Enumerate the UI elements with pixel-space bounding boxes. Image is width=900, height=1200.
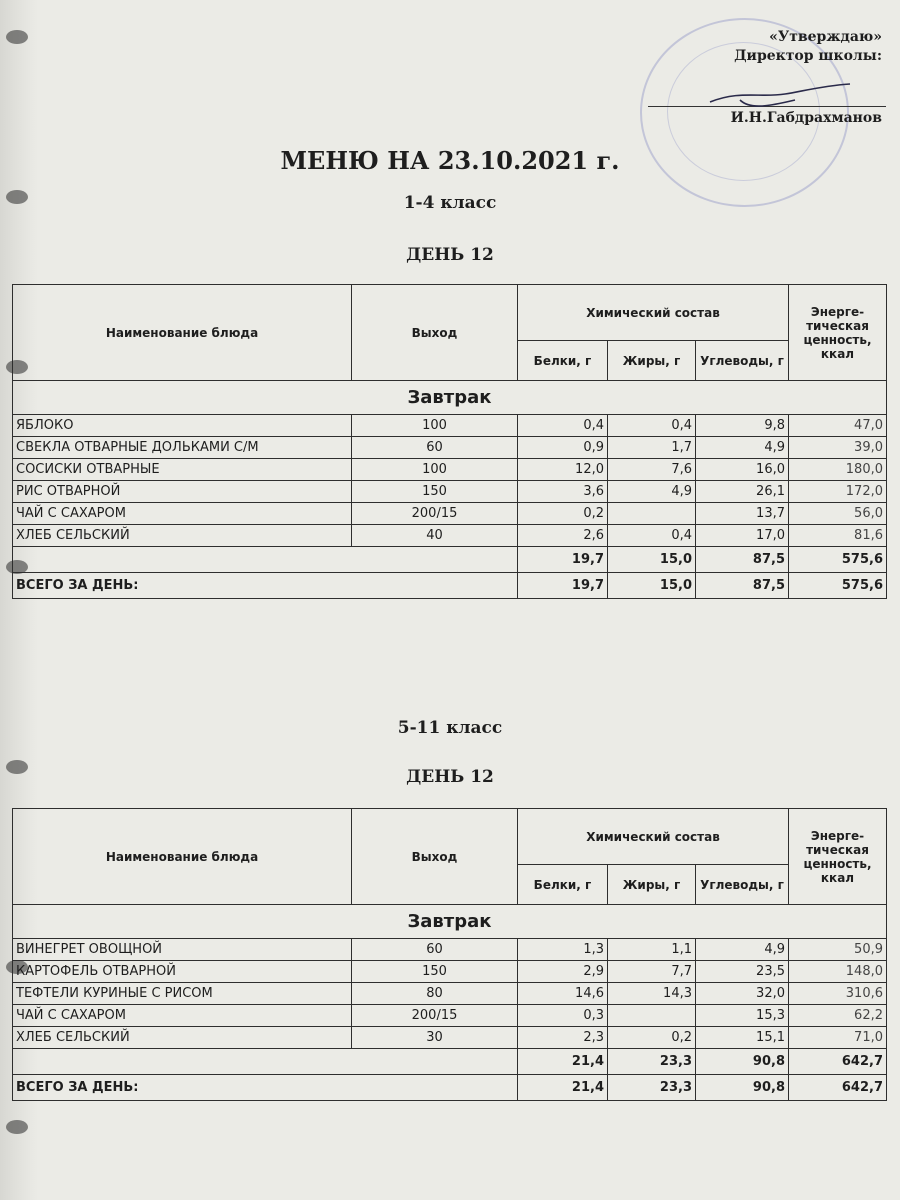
dish-fat: 7,6: [608, 459, 696, 481]
total-label: ВСЕГО ЗА ДЕНЬ:: [13, 573, 518, 599]
subtotal-carbs: 87,5: [696, 547, 789, 573]
dish-carbs: 15,1: [696, 1027, 789, 1049]
subtotal-blank: [13, 1049, 518, 1075]
dish-kcal: 71,0: [789, 1027, 887, 1049]
dish-fat: 7,7: [608, 961, 696, 983]
dish-kcal: 180,0: [789, 459, 887, 481]
table-row: [13, 503, 887, 525]
signer-name: И.Н.Габдрахманов: [730, 110, 882, 126]
dish-carbs: 13,7: [696, 503, 789, 525]
dish-fat: [608, 1005, 696, 1027]
dish-name: ВИНЕГРЕТ ОВОЩНОЙ: [13, 939, 352, 961]
dish-fat: 4,9: [608, 481, 696, 503]
approval-block: [582, 28, 882, 66]
dish-kcal: 39,0: [789, 437, 887, 459]
dish-name: ХЛЕБ СЕЛЬСКИЙ: [13, 1027, 352, 1049]
total-row: [13, 573, 887, 599]
dish-yield: 150: [352, 961, 518, 983]
dish-protein: 2,3: [518, 1027, 608, 1049]
dish-fat: 1,7: [608, 437, 696, 459]
dish-name: СОСИСКИ ОТВАРНЫЕ: [13, 459, 352, 481]
total-protein: 19,7: [518, 573, 608, 599]
dish-yield: 40: [352, 525, 518, 547]
dish-fat: 0,4: [608, 415, 696, 437]
menu-table-2: [12, 808, 887, 1101]
dish-fat: 14,3: [608, 983, 696, 1005]
total-kcal: 642,7: [789, 1075, 887, 1101]
dish-name: ЯБЛОКО: [13, 415, 352, 437]
subtotal-protein: 19,7: [518, 547, 608, 573]
table-row: [13, 1005, 887, 1027]
menu-table-1: [12, 284, 887, 599]
total-fat: 15,0: [608, 573, 696, 599]
dish-carbs: 26,1: [696, 481, 789, 503]
dish-protein: 2,6: [518, 525, 608, 547]
dish-protein: 12,0: [518, 459, 608, 481]
dish-kcal: 81,6: [789, 525, 887, 547]
dish-protein: 1,3: [518, 939, 608, 961]
dish-yield: 60: [352, 437, 518, 459]
punch-hole: [6, 1120, 28, 1134]
page-title: МЕНЮ НА 23.10.2021 г.: [280, 146, 620, 175]
total-row: [13, 1075, 887, 1101]
dish-protein: 2,9: [518, 961, 608, 983]
col-header-fat: Жиры, г: [608, 865, 696, 905]
dish-kcal: 172,0: [789, 481, 887, 503]
section-breakfast: Завтрак: [13, 905, 887, 939]
dish-fat: 0,4: [608, 525, 696, 547]
table-row: [13, 437, 887, 459]
dish-fat: 0,2: [608, 1027, 696, 1049]
approval-line-2: Директор школы:: [734, 48, 882, 64]
dish-yield: 200/15: [352, 1005, 518, 1027]
dish-protein: 0,4: [518, 415, 608, 437]
dish-yield: 60: [352, 939, 518, 961]
table-row: [13, 459, 887, 481]
dish-name: ХЛЕБ СЕЛЬСКИЙ: [13, 525, 352, 547]
dish-kcal: 56,0: [789, 503, 887, 525]
subtotal-fat: 23,3: [608, 1049, 696, 1075]
dish-kcal: 310,6: [789, 983, 887, 1005]
dish-carbs: 15,3: [696, 1005, 789, 1027]
total-kcal: 575,6: [789, 573, 887, 599]
dish-kcal: 50,9: [789, 939, 887, 961]
subtotal-blank: [13, 547, 518, 573]
day-label-2: ДЕНЬ 12: [406, 767, 494, 787]
col-header-fat: Жиры, г: [608, 341, 696, 381]
subtotal-fat: 15,0: [608, 547, 696, 573]
dish-protein: 0,2: [518, 503, 608, 525]
col-header-chem: Химический состав: [518, 809, 789, 865]
col-header-yield: Выход: [352, 809, 518, 905]
col-header-name: Наименование блюда: [13, 285, 352, 381]
table-row: [13, 1027, 887, 1049]
class-label-1: 1-4 класс: [403, 193, 497, 213]
table-row: [13, 415, 887, 437]
dish-yield: 200/15: [352, 503, 518, 525]
dish-name: ТЕФТЕЛИ КУРИНЫЕ С РИСОМ: [13, 983, 352, 1005]
col-header-protein: Белки, г: [518, 865, 608, 905]
col-header-energy: Энерге-тическая ценность, ккал: [789, 809, 887, 905]
dish-yield: 100: [352, 459, 518, 481]
col-header-chem: Химический состав: [518, 285, 789, 341]
col-header-energy: Энерге-тическая ценность, ккал: [789, 285, 887, 381]
table-row: [13, 939, 887, 961]
table-row: [13, 983, 887, 1005]
dish-fat: 1,1: [608, 939, 696, 961]
col-header-carbs: Углеводы, г: [696, 341, 789, 381]
dish-protein: 14,6: [518, 983, 608, 1005]
table-row: [13, 525, 887, 547]
dish-yield: 100: [352, 415, 518, 437]
dish-yield: 80: [352, 983, 518, 1005]
dish-name: КАРТОФЕЛЬ ОТВАРНОЙ: [13, 961, 352, 983]
dish-carbs: 9,8: [696, 415, 789, 437]
total-label: ВСЕГО ЗА ДЕНЬ:: [13, 1075, 518, 1101]
dish-kcal: 47,0: [789, 415, 887, 437]
dish-kcal: 62,2: [789, 1005, 887, 1027]
dish-fat: [608, 503, 696, 525]
subtotal-row: [13, 547, 887, 573]
dish-carbs: 4,9: [696, 437, 789, 459]
dish-yield: 30: [352, 1027, 518, 1049]
approval-line-1: «Утверждаю»: [769, 29, 882, 45]
table-row: [13, 481, 887, 503]
col-header-name: Наименование блюда: [13, 809, 352, 905]
col-header-yield: Выход: [352, 285, 518, 381]
class-label-2: 5-11 класс: [397, 718, 503, 738]
subtotal-kcal: 575,6: [789, 547, 887, 573]
subtotal-row: [13, 1049, 887, 1075]
dish-carbs: 23,5: [696, 961, 789, 983]
col-header-protein: Белки, г: [518, 341, 608, 381]
dish-name: ЧАЙ С САХАРОМ: [13, 1005, 352, 1027]
day-label-1: ДЕНЬ 12: [406, 245, 494, 265]
section-breakfast: Завтрак: [13, 381, 887, 415]
dish-kcal: 148,0: [789, 961, 887, 983]
dish-carbs: 16,0: [696, 459, 789, 481]
dish-protein: 3,6: [518, 481, 608, 503]
punch-hole: [6, 30, 28, 44]
dish-protein: 0,3: [518, 1005, 608, 1027]
col-header-carbs: Углеводы, г: [696, 865, 789, 905]
total-carbs: 87,5: [696, 573, 789, 599]
dish-yield: 150: [352, 481, 518, 503]
total-protein: 21,4: [518, 1075, 608, 1101]
subtotal-kcal: 642,7: [789, 1049, 887, 1075]
subtotal-protein: 21,4: [518, 1049, 608, 1075]
dish-name: РИС ОТВАРНОЙ: [13, 481, 352, 503]
dish-name: ЧАЙ С САХАРОМ: [13, 503, 352, 525]
total-fat: 23,3: [608, 1075, 696, 1101]
table-row: [13, 961, 887, 983]
dish-protein: 0,9: [518, 437, 608, 459]
dish-carbs: 17,0: [696, 525, 789, 547]
dish-name: СВЕКЛА ОТВАРНЫЕ ДОЛЬКАМИ С/М: [13, 437, 352, 459]
total-carbs: 90,8: [696, 1075, 789, 1101]
dish-carbs: 32,0: [696, 983, 789, 1005]
dish-carbs: 4,9: [696, 939, 789, 961]
subtotal-carbs: 90,8: [696, 1049, 789, 1075]
